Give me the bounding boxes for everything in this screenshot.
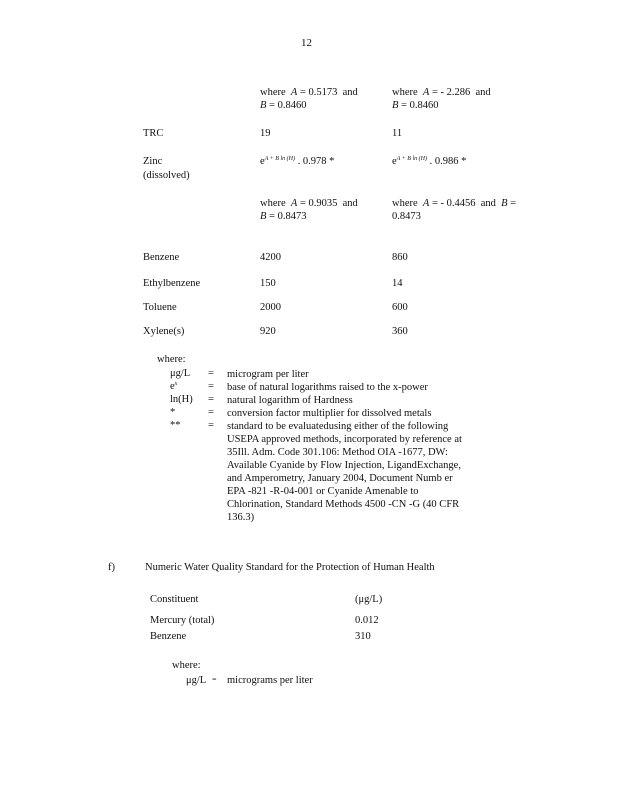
glossary-eq: = bbox=[208, 407, 214, 418]
glossary-def-double-star: standard to be evaluatedusing either of the following USEPA approved methods, incorporated by reference at 35Ill. Adm. Code 301.106: Method OIA -1677, DW: Available Cyanide by Flow Injection, LigandExchange, and Amperometry, January 2004, Document Numb er EPA -821 -R-04-001 or Cyanide Amenable to Chlorination, Standard Methods 4500 -CN -G (40 CFR 136.3) bbox=[227, 421, 462, 523]
hh-col-constituent: Constituent bbox=[150, 594, 199, 605]
row-trc-acute: 19 bbox=[260, 128, 271, 139]
row-zinc-name: Zinc bbox=[143, 156, 163, 167]
glossary-def-ln: natural logarithm of Hardness bbox=[227, 395, 353, 406]
glossary-term-double-star: ** bbox=[170, 420, 181, 431]
chronic-where-a: where A = - 2.286 and bbox=[392, 87, 491, 98]
row-ethylbenzene-acute: 150 bbox=[260, 278, 276, 289]
row-xylenes-name: Xylene(s) bbox=[143, 326, 185, 337]
glossary-eq: = bbox=[208, 368, 214, 379]
hh-row-benzene-value: 310 bbox=[355, 631, 371, 642]
row-toluene-acute: 2000 bbox=[260, 302, 281, 313]
hh-col-unit: (μg/L) bbox=[355, 594, 383, 605]
glossary-term-ugl: μg/L bbox=[170, 368, 191, 379]
glossary-term-star: * bbox=[170, 407, 176, 418]
row-ethylbenzene-name: Ethylbenzene bbox=[143, 278, 201, 289]
hh-row-benzene-name: Benzene bbox=[150, 631, 187, 642]
hh-row-mercury-name: Mercury (total) bbox=[150, 615, 215, 626]
page-number: 12 bbox=[301, 37, 312, 49]
glossary-def-ugl: microgram per liter bbox=[227, 369, 309, 380]
hh-row-mercury-value: 0.012 bbox=[355, 615, 379, 626]
glossary-def-ex: base of natural logarithms raised to the x-power bbox=[227, 382, 428, 393]
hh-note-term: μg/L bbox=[186, 675, 207, 686]
acute-where-a: where A = 0.5173 and bbox=[260, 87, 358, 98]
row-zinc-name2: (dissolved) bbox=[143, 170, 190, 181]
zinc-acute-where-b: B = 0.8473 bbox=[260, 211, 307, 222]
zinc-chronic-where-b: 0.8473 bbox=[392, 211, 421, 222]
row-toluene-chronic: 600 bbox=[392, 302, 408, 313]
row-toluene-name: Toluene bbox=[143, 302, 177, 313]
row-zinc-acute-formula: $e^{A + B ln (H)}$ . 0.978 * bbox=[260, 156, 335, 167]
section-f-title: Numeric Water Quality Standard for the Protection of Human Health bbox=[145, 562, 435, 573]
glossary-eq: = bbox=[208, 420, 214, 431]
section-f-label: f) bbox=[108, 562, 115, 573]
row-xylenes-chronic: 360 bbox=[392, 326, 408, 337]
row-ethylbenzene-chronic: 14 bbox=[392, 278, 403, 289]
glossary-term-ex: $e^x$ bbox=[170, 381, 178, 392]
row-xylenes-acute: 920 bbox=[260, 326, 276, 337]
glossary-eq: = bbox=[208, 381, 214, 392]
zinc-acute-where-a: where A = 0.9035 and bbox=[260, 198, 358, 209]
hh-where-heading: where: bbox=[172, 660, 201, 671]
row-benzene-chronic: 860 bbox=[392, 252, 408, 263]
glossary-eq: = bbox=[208, 394, 214, 405]
hh-note-def: micrograms per liter bbox=[227, 675, 313, 686]
glossary-heading: where: bbox=[157, 354, 186, 365]
hh-note-eq: = bbox=[212, 675, 217, 684]
row-benzene-acute: 4200 bbox=[260, 252, 281, 263]
glossary-term-ln: ln(H) bbox=[170, 394, 193, 405]
glossary-def-star: conversion factor multiplier for dissolved metals bbox=[227, 408, 432, 419]
row-zinc-chronic-formula: $e^{A + B ln (H)}$ . 0.986 * bbox=[392, 156, 467, 167]
acute-where-b: B = 0.8460 bbox=[260, 100, 307, 111]
zinc-chronic-where-a: where A = - 0.4456 and B = bbox=[392, 198, 517, 209]
chronic-where-b: B = 0.8460 bbox=[392, 100, 439, 111]
row-trc-name: TRC bbox=[143, 128, 164, 139]
row-trc-chronic: 11 bbox=[392, 128, 403, 139]
row-benzene-name: Benzene bbox=[143, 252, 180, 263]
